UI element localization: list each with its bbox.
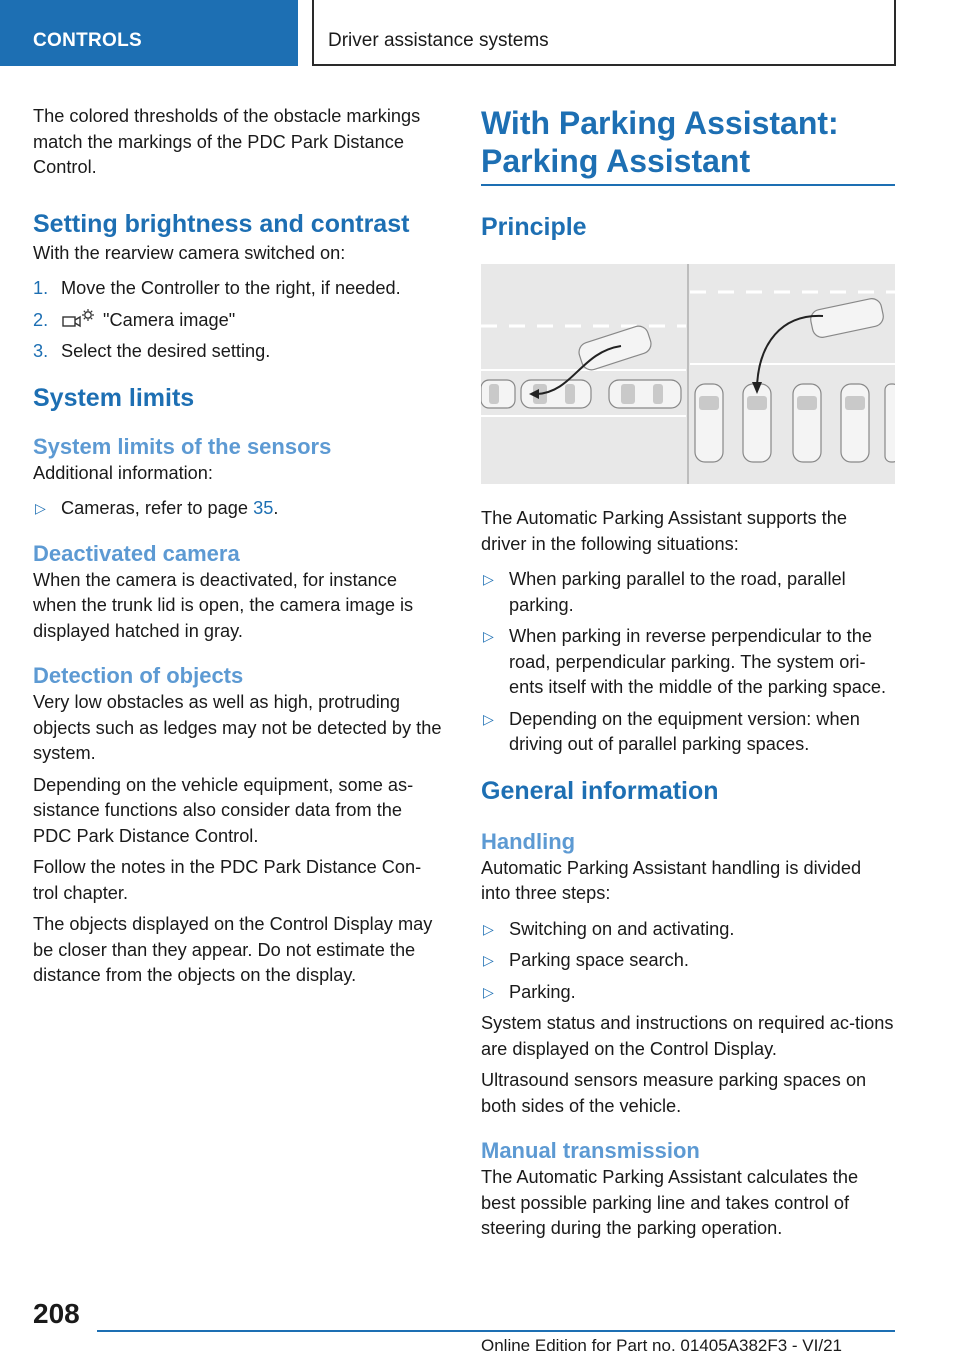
sensors-bullets [33,496,445,522]
left-column [33,104,445,995]
page-header [0,0,960,66]
bullet-text: Parking space search. [509,950,689,970]
camera-settings-icon [61,308,95,330]
step-text: "Camera image" [103,309,236,330]
right-column [481,104,895,1248]
detection-paragraph: Very low obstacles as well as high, protruding objects such as ledges may not be detected by the system. [33,692,442,763]
page-reference-link[interactable]: 35 [253,498,274,518]
bullet-text: When parking in reverse perpendicular to the road, perpendicular parking. The system ori-ents itself with the middle of the parking space. [509,626,887,697]
detection-paragraph: The objects displayed on the Control Display may be closer than they appear. Do not estimate the distance from the objects on the display. [33,914,433,985]
heading-principle: Principle [481,213,587,241]
footer-divider [97,1330,895,1332]
list-item [481,917,895,943]
heading-handling: Handling [481,828,576,854]
step-number: 2. [33,309,49,330]
brightness-steps [33,276,445,365]
heading-detection-objects: Detection of objects [33,663,244,688]
handling-lead: Automatic Parking Assistant handling is divided into three steps: [481,857,862,903]
step-item [33,308,445,334]
brightness-lead: With the rearview camera switched on: [33,242,346,263]
list-item [33,496,445,522]
heading-deactivated-camera: Deactivated camera [33,540,240,566]
bullet-text: Switching on and activating. [509,918,735,939]
section-title-line1: With Parking Assistant: [481,105,839,141]
bullet-end: . [273,498,279,518]
manual-text: The Automatic Parking Assistant calculates the best possible parking line and takes control of steering during the parking operation. [481,1167,859,1238]
section-tab: CONTROLS [0,0,298,66]
heading-system-limits: System limits [33,383,195,412]
handling-paragraph: Ultrasound sensors measure parking spaces on both sides of the vehicle. [481,1070,867,1116]
deactivated-text: When the camera is deactivated, for instance when the trunk lid is open, the camera image is displayed hatched in gray. [33,569,414,641]
parking-illustration [481,264,895,484]
list-item [481,624,895,701]
list-item [481,980,895,1006]
bullet-triangle-icon: ▷ [483,920,494,937]
heading-sensor-limits: System limits of the sensors [33,433,332,459]
bullet-text: Depending on the equipment version: when driving out of parallel parking spaces. [509,708,860,754]
step-item [33,339,445,365]
step-item [33,276,445,302]
bullet-triangle-icon: ▷ [483,571,494,587]
bullet-triangle-icon: ▷ [483,628,494,644]
heading-general-information: General information [481,776,719,805]
step-text: Move the Controller to the right, if needed. [61,278,401,298]
sensors-lead: Additional information: [33,462,213,483]
handling-paragraph: System status and instructions on required ac-tions are displayed on the Control Display. [481,1013,894,1059]
step-number: 1. [33,278,49,298]
section-title [481,104,895,186]
bullet-text: When parking parallel to the road, parallel parking. [509,569,846,615]
step-number: 3. [33,341,49,361]
step-text: Select the desired setting. [61,341,271,361]
page-number: 208 [33,1298,80,1329]
handling-bullets [481,917,895,1006]
edition-text: Online Edition for Part no. 01405A382F3 - VI/21 [481,1336,843,1355]
list-item [481,567,895,618]
list-item [481,707,895,758]
bullet-text: Parking. [509,981,576,1002]
detection-paragraph: Depending on the vehicle equipment, some as-sistance functions also consider data from the PDC Park Distance Control. [33,774,414,846]
principle-bullets [481,567,895,758]
heading-brightness: Setting brightness and contrast [33,209,410,238]
bullet-triangle-icon: ▷ [483,983,494,1000]
principle-lead: The Automatic Parking Assistant supports the driver in the following situations: [481,508,847,554]
detection-paragraph: Follow the notes in the PDC Park Distance Con-trol chapter. [33,857,422,903]
heading-manual-transmission: Manual transmission [481,1138,700,1163]
parking-illustration-graphic [481,264,895,484]
bullet-triangle-icon: ▷ [35,500,46,516]
chapter-title: Driver assistance systems [312,0,896,66]
list-item [481,948,895,974]
bullet-triangle-icon: ▷ [483,952,494,968]
bullet-text: Cameras, refer to page [61,498,254,518]
bullet-triangle-icon: ▷ [483,710,494,727]
section-title-line2: Parking Assistant [481,143,751,179]
intro-paragraph: The colored thresholds of the obstacle markings match the markings of the PDC Park Distance Control. [33,106,421,177]
